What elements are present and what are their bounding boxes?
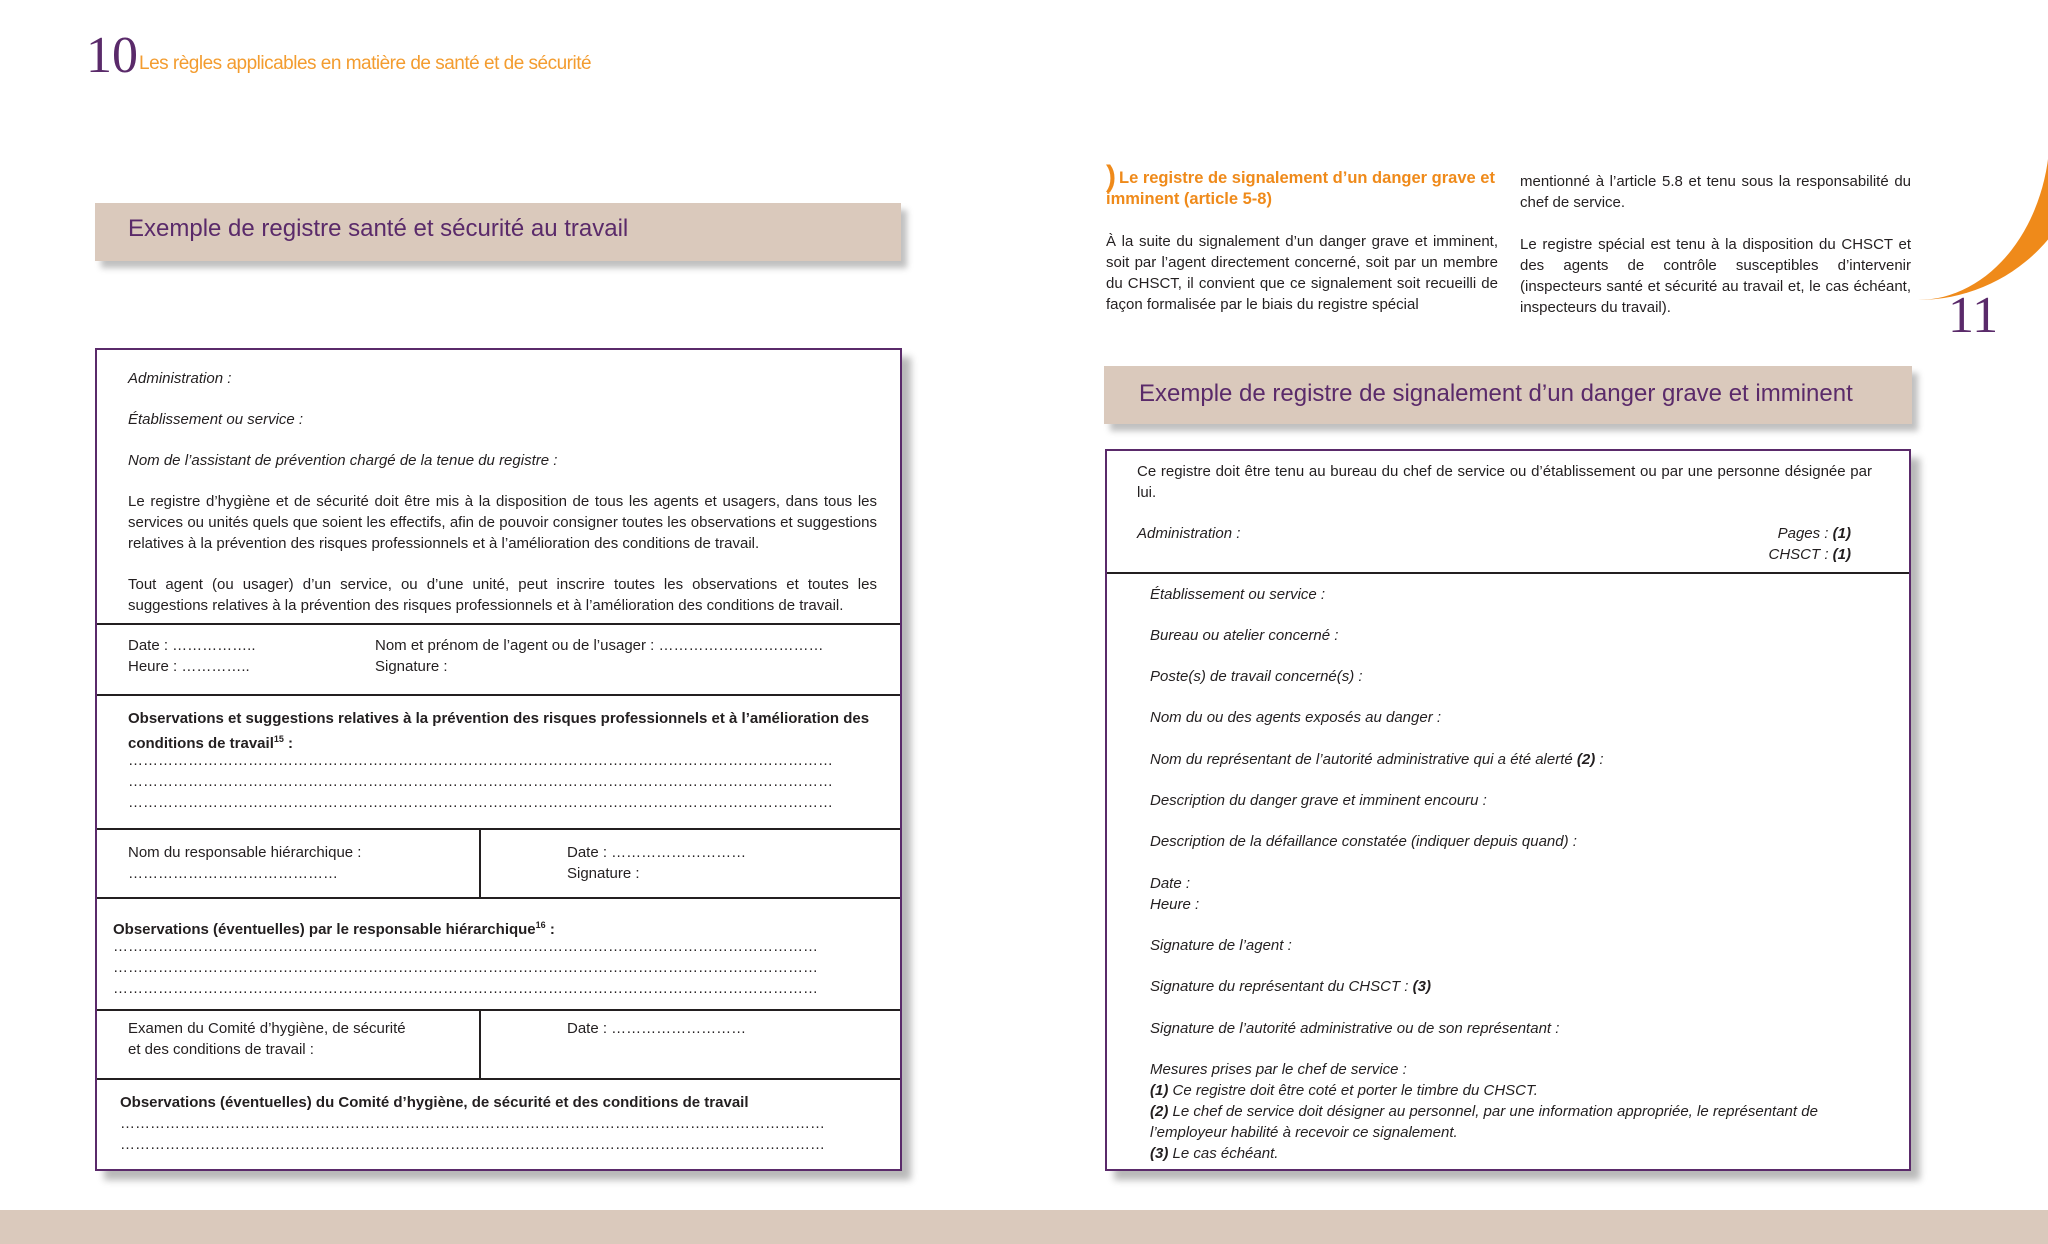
footnote-ref: (2): [1150, 1103, 1169, 1120]
register-usage-paragraph: Tout agent (ou usager) d’un service, ou d’une unité, peut inscrire toutes les observations et toutes les suggestions relatives à la prévention des risques professionnels et à l’amélioration des conditions de travail.: [128, 576, 877, 614]
footnote-ref: (3): [1150, 1145, 1169, 1162]
signature-field: Signature :: [375, 658, 448, 675]
observations-title: [128, 708, 877, 754]
form-intro: Ce registre doit être tenu au bureau du chef de service ou d’établissement ou par une personne désignée par lui.: [1137, 463, 1872, 501]
dotted-line: ……………………………………………………………………………………………………………………………: [113, 938, 818, 955]
failure-description-label: Description de la défaillance constatée (indiquer depuis quand) :: [1150, 833, 1577, 850]
committee-observations-title: Observations (éventuelles) du Comité d’hygiène, de sécurité et des conditions de travail: [120, 1094, 749, 1111]
intro-column-left: [1106, 160, 1498, 315]
divider: [97, 1078, 900, 1080]
manager-observations-title-text: Observations (éventuelles) par le responsable hiérarchique: [113, 921, 536, 938]
danger-register-heading: [1106, 160, 1498, 210]
divider: [97, 897, 900, 899]
manager-name-label: Nom du responsable hiérarchique :: [128, 844, 362, 861]
dotted-line: ……………………………………………………………………………………………………………………………: [120, 1136, 825, 1153]
divider: [97, 694, 900, 696]
footnote-ref: (1): [1150, 1082, 1169, 1099]
dotted-line: ……………………………………………………………………………………………………………………………: [128, 752, 833, 769]
poste-label: Poste(s) de travail concerné(s) :: [1150, 668, 1363, 685]
footnote-ref: (1): [1832, 525, 1851, 542]
danger-register-form: [1105, 449, 1911, 1171]
left-section-title-text: Exemple de registre santé et sécurité au travail: [128, 215, 629, 242]
divider: [97, 1009, 900, 1011]
assistant-label: Nom de l’assistant de prévention chargé de la tenue du registre :: [128, 452, 558, 469]
agent-signature-label: Signature de l’agent :: [1150, 937, 1292, 954]
colon: :: [283, 735, 294, 752]
danger-register-heading-text: Le registre de signalement d’un danger grave et imminent (article 5-8): [1106, 169, 1495, 208]
footnote-ref: 16: [535, 920, 546, 930]
manager-name-dots: ……………………………………: [128, 865, 338, 882]
footnote-3: [1150, 1143, 1880, 1164]
pages-label: [1778, 523, 1851, 544]
dotted-line: ……………………………………………………………………………………………………………………………: [113, 980, 818, 997]
footnote-1: [1150, 1080, 1880, 1101]
agent-name-field: Nom et prénom de l’agent ou de l’usager : ……………………………: [375, 637, 824, 654]
column-divider: [479, 1009, 481, 1078]
date-field: Date : ……………..: [128, 637, 256, 654]
right-section-title: [1104, 366, 1912, 424]
footnote-ref: (2): [1576, 751, 1596, 768]
footnote-ref: (3): [1412, 978, 1431, 995]
admin-label: Administration :: [128, 370, 232, 387]
intro-paragraph-2: Le registre spécial est tenu à la disposition du CHSCT et des agents de contrôle susceptibles d’intervenir (inspecteurs santé et sécurité au travail et, le cas échéant, inspecteurs du travail).: [1520, 236, 1911, 316]
dotted-line: ……………………………………………………………………………………………………………………………: [120, 1115, 825, 1132]
footnote-2-text: Le chef de service doit désigner au personnel, par une information appropriée, le représentant de l’employeur habilité à recevoir ce signalement.: [1150, 1103, 1818, 1141]
chsct-label: [1768, 544, 1851, 565]
left-page-number: 10: [86, 27, 138, 84]
orange-arc-decoration: [1918, 0, 2048, 300]
bottom-band: [0, 1210, 2048, 1244]
footnote-ref: (1): [1832, 546, 1851, 563]
divider: [1107, 572, 1909, 574]
dotted-line: ……………………………………………………………………………………………………………………………: [128, 794, 833, 811]
right-section-title-text: Exemple de registre de signalement d’un danger grave et imminent: [1139, 380, 1853, 407]
dotted-line: ……………………………………………………………………………………………………………………………: [128, 773, 833, 790]
right-page-number: 11: [1948, 287, 1999, 344]
agents-exposed-label: Nom du ou des agents exposés au danger :: [1150, 709, 1442, 726]
footnote-2: [1150, 1101, 1880, 1143]
manager-signature-field: Signature :: [567, 865, 640, 882]
etab-label: Établissement ou service :: [1150, 586, 1326, 603]
measures-label: Mesures prises par le chef de service :: [1150, 1061, 1407, 1078]
danger-description-label: Description du danger grave et imminent encouru :: [1150, 792, 1487, 809]
running-title: Les règles applicables en matière de santé et de sécurité: [139, 53, 592, 74]
footnote-3-text: Le cas échéant.: [1168, 1145, 1279, 1162]
etab-label: Établissement ou service :: [128, 411, 304, 428]
pages-label-text: Pages :: [1777, 525, 1833, 542]
divider: [97, 623, 900, 625]
committee-exam-label: et des conditions de travail :: [128, 1041, 314, 1058]
left-section-title: [95, 203, 901, 261]
chsct-signature-label: [1150, 976, 1431, 997]
intro-paragraph-continued: mentionné à l’article 5.8 et tenu sous la responsabilité du chef de service.: [1520, 173, 1911, 211]
observations-title-text: Observations et suggestions relatives à la prévention des risques professionnels et à l’amélioration des conditions de travail: [128, 710, 870, 752]
manager-date-field: Date : ………………………: [567, 844, 747, 861]
intro-paragraph: À la suite du signalement d’un danger grave et imminent, soit par l’agent directement concerné, soit par un membre du CHSCT, il convient que ce signalement soit recueilli de façon formalisée par le biais du registre spécial: [1106, 233, 1498, 313]
column-divider: [479, 828, 481, 897]
health-safety-register-form: [95, 348, 902, 1171]
authority-rep-label-text: Nom du représentant de l’autorité administrative qui a été alerté: [1150, 751, 1577, 768]
admin-label: Administration :: [1137, 525, 1241, 542]
date-label: Date :: [1150, 875, 1191, 892]
committee-date-field: Date : ………………………: [567, 1020, 747, 1037]
colon: :: [1595, 751, 1604, 768]
committee-exam-label: Examen du Comité d’hygiène, de sécurité: [128, 1020, 406, 1037]
authority-signature-label: Signature de l’autorité administrative ou de son représentant :: [1150, 1020, 1560, 1037]
divider: [97, 828, 900, 830]
bureau-label: Bureau ou atelier concerné :: [1150, 627, 1339, 644]
chsct-signature-label-text: Signature du représentant du CHSCT :: [1150, 978, 1413, 995]
dotted-line: ……………………………………………………………………………………………………………………………: [113, 959, 818, 976]
footnote-1-text: Ce registre doit être coté et porter le timbre du CHSCT.: [1168, 1082, 1538, 1099]
heading-paren: ): [1106, 160, 1116, 193]
heure-field: Heure : …………..: [128, 658, 250, 675]
register-intro-paragraph: Le registre d’hygiène et de sécurité doit être mis à la disposition de tous les agents et usagers, dans tous les services ou unités quels que soient les effectifs, afin de pouvoir consigner toutes les observations et suggestions relatives à la prévention des risques professionnels et à l’amélioration des conditions de travail.: [128, 493, 877, 552]
heure-label: Heure :: [1150, 896, 1200, 913]
authority-rep-label: [1150, 749, 1604, 770]
chsct-label-text: CHSCT :: [1768, 546, 1833, 563]
colon: :: [545, 921, 555, 938]
footnote-ref: 15: [273, 734, 284, 744]
intro-column-right: [1520, 171, 1911, 318]
